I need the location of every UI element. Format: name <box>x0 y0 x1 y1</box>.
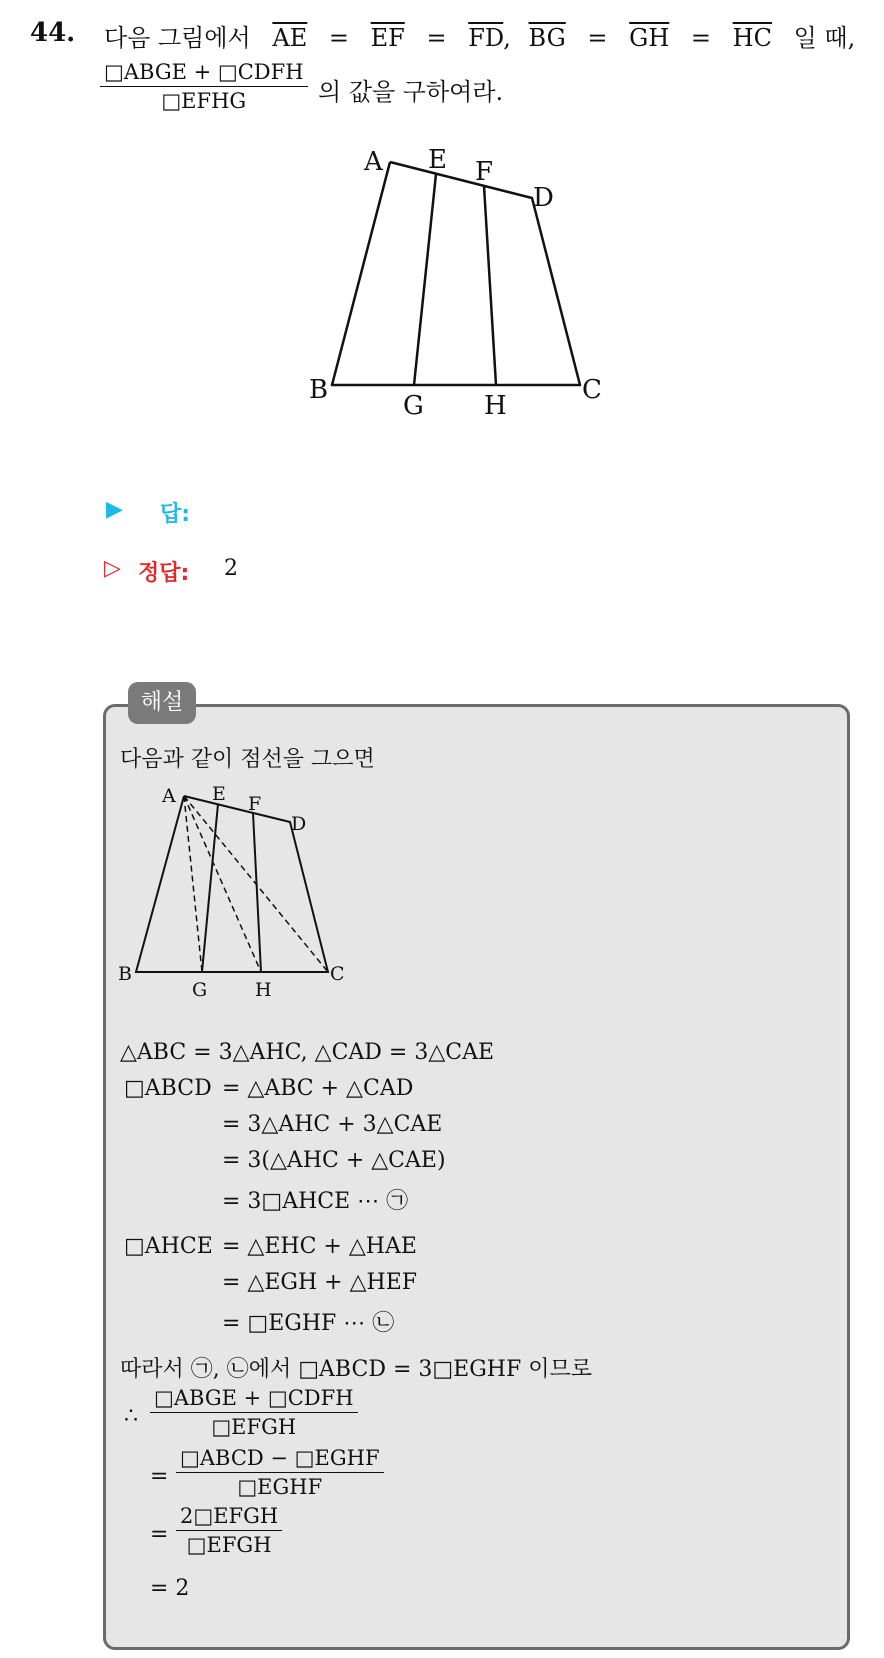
answer-blank-marker: ▶ <box>106 497 123 522</box>
label-g: G <box>403 391 424 421</box>
fraction-numerator: □ABGE + □CDFH <box>150 1386 358 1413</box>
eq-sign: = <box>426 24 447 52</box>
solution-final: = 2 <box>150 1576 190 1601</box>
eq-sign: = <box>328 24 349 52</box>
correct-answer-label: 정답: <box>138 561 190 586</box>
solution-fraction-3 <box>176 1504 282 1557</box>
comma: , <box>503 24 511 52</box>
dashed-ah <box>184 796 261 972</box>
fraction-denominator: □EFHG <box>161 89 247 113</box>
label-f: F <box>475 157 494 187</box>
equals-sign: = <box>150 1522 169 1547</box>
question-suffix: 일 때, <box>793 24 856 52</box>
solution-line-2-rhs: = △ABC + △CAD <box>222 1076 414 1101</box>
question-instruction: 의 값을 구하여라. <box>318 78 504 106</box>
label-b: B <box>118 963 132 985</box>
label-a: A <box>364 147 383 177</box>
segment-fh <box>484 186 496 385</box>
solution-fraction-2 <box>176 1446 384 1499</box>
segment-fh <box>253 813 261 972</box>
label-c: C <box>582 375 602 405</box>
label-h: H <box>255 979 272 1000</box>
label-g: G <box>192 979 208 1000</box>
equals-sign: = <box>150 1464 169 1489</box>
correct-answer-marker: ▷ <box>104 556 121 581</box>
label-h: H <box>484 391 507 421</box>
fraction-denominator: □EFGH <box>186 1533 272 1557</box>
segment-eg <box>202 804 218 972</box>
solution-fraction-1 <box>150 1386 358 1439</box>
question-prefix: 다음 그림에서 <box>104 24 251 52</box>
fraction-denominator: □EGHF <box>237 1475 323 1499</box>
fraction-numerator: □ABCD − □EGHF <box>176 1446 384 1473</box>
label-c: C <box>330 963 345 985</box>
fraction-numerator: □ABGE + □CDFH <box>100 60 308 87</box>
figure-solution <box>110 780 370 1000</box>
eq-sign: = <box>587 24 608 52</box>
segment-gh: $\overline{GH}$ <box>629 24 670 52</box>
eq-sign: = <box>690 24 712 52</box>
label-e: E <box>212 783 226 805</box>
solution-line-9: 따라서 ㉠, ㉡에서 □ABCD = 3□EGHF 이므로 <box>120 1357 592 1382</box>
solution-intro: 다음과 같이 점선을 그으면 <box>120 747 375 772</box>
solution-line-5: = 3□AHCE ⋯ ㉠ <box>222 1189 409 1214</box>
question-number: 44. <box>30 18 76 48</box>
label-f: F <box>248 793 262 815</box>
label-a: A <box>162 785 176 807</box>
solution-line-6-rhs: = △EHC + △HAE <box>222 1234 417 1259</box>
solution-line-1: △ABC = 3△AHC, △CAD = 3△CAE <box>120 1040 495 1065</box>
label-b: B <box>309 375 329 405</box>
segment-hc: $\overline{HC}$ <box>732 24 772 52</box>
figure-trapezoid <box>0 0 884 460</box>
segment-eg <box>414 174 436 385</box>
fraction-numerator: 2□EFGH <box>176 1504 282 1531</box>
dashed-ag <box>184 796 202 972</box>
label-e: E <box>428 145 447 175</box>
answer-blank-label: 답: <box>160 502 191 527</box>
fraction-denominator: □EFGH <box>211 1415 297 1439</box>
therefore-symbol: ∴ <box>124 1404 138 1429</box>
solution-line-2-lhs: □ABCD <box>124 1076 212 1101</box>
segment-ef: $\overline{EF}$ <box>370 24 405 52</box>
solution-line-4: = 3(△AHC + △CAE) <box>222 1148 446 1173</box>
label-d: D <box>291 813 307 835</box>
segment-fd: $\overline{FD}$ <box>468 24 504 52</box>
solution-line-6-lhs: □AHCE <box>124 1234 213 1259</box>
solution-line-7: = △EGH + △HEF <box>222 1270 418 1295</box>
solution-line-8: = □EGHF ⋯ ㉡ <box>222 1311 395 1336</box>
segment-ae: $\overline{AE}$ <box>272 24 308 52</box>
label-d: D <box>533 183 554 213</box>
segment-bg: $\overline{BG}$ <box>528 24 566 52</box>
solution-tag: 해설 <box>128 682 196 724</box>
correct-answer-value: 2 <box>224 556 238 581</box>
solution-line-3: = 3△AHC + 3△CAE <box>222 1112 443 1137</box>
